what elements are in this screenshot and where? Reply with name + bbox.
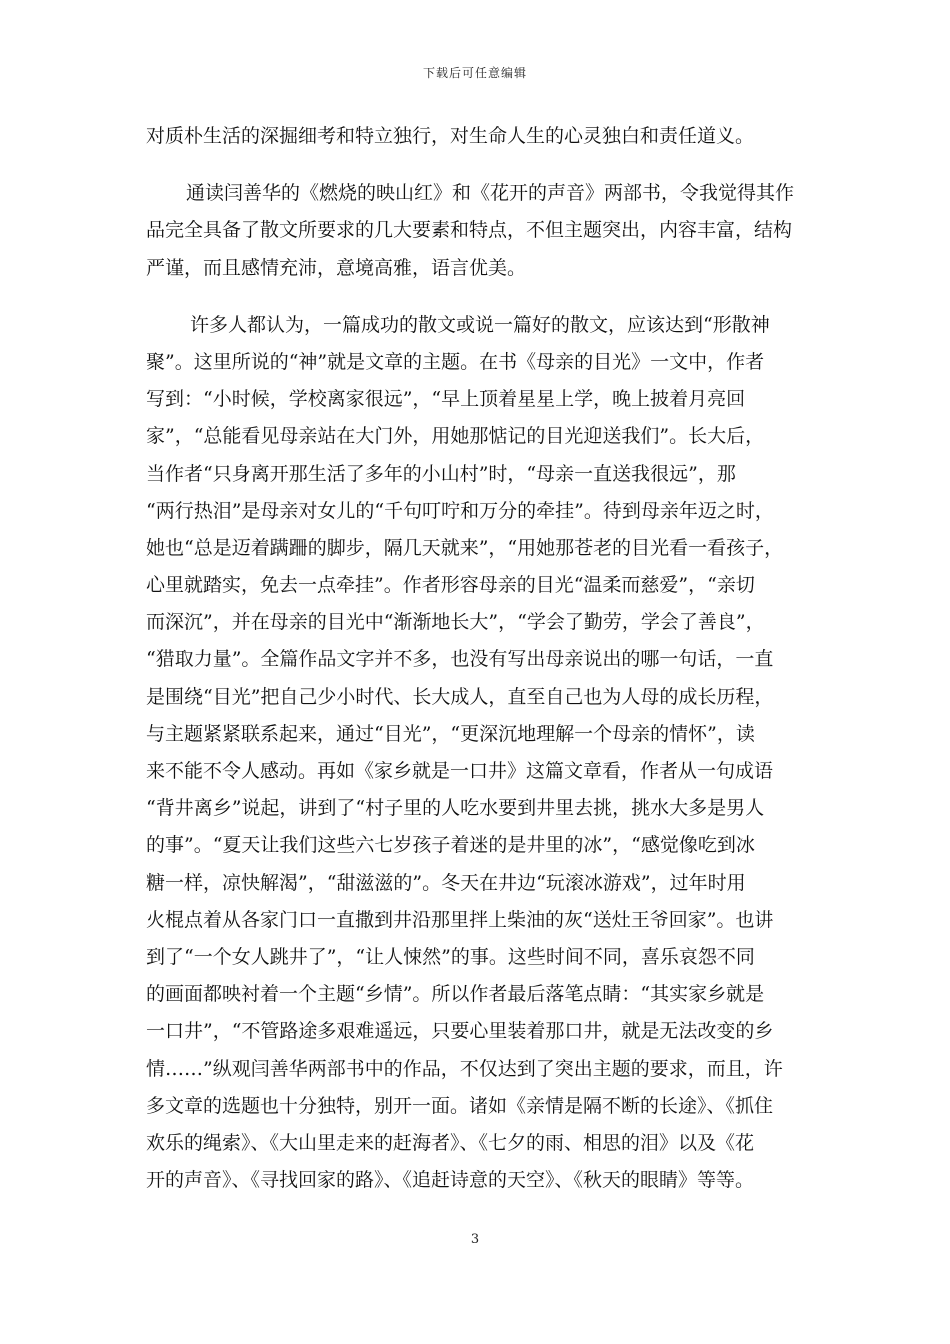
text-line: 当作者“只身离开那生活了多年的小山村”时，“母亲一直送我很远”，那 [146,462,736,485]
text-line: 的事”。“夏天让我们这些六七岁孩子着迷的是井里的冰”，“感觉像吃到冰 [146,834,755,857]
text-line: 严谨，而且感情充沛，意境高雅，语言优美。 [146,256,527,279]
text-line: 来不能不令人感动。再如《家乡就是一口井》这篇文章看，作者从一句成语 [146,760,774,782]
text-line: 对质朴生活的深掘细考和特立独行，对生命人生的心灵独白和责任道义。 [146,125,755,147]
text-line: 而深沉”，并在母亲的目光中“渐渐地长大”，“学会了勤劳，学会了善良”， [146,611,765,634]
paragraph-reading-summary [146,175,810,287]
text-line: 聚”。这里所说的“神”就是文章的主题。在书《母亲的目光》一文中，作者 [146,350,765,373]
text-line: 的画面都映衬着一个主题“乡情”。所以作者最后落笔点睛：“其实家乡就是 [146,983,765,1006]
text-line: “猎取力量”。全篇作品文字并不多，也没有写出母亲说出的哪一句话，一直 [146,648,774,671]
text-line: 品完全具备了散文所要求的几大要素和特点，不但主题突出，内容丰富，结构 [146,219,793,242]
text-line: “两行热泪”是母亲对女儿的“千句叮咛和万分的牵挂”。待到母亲年迈之时， [146,499,774,522]
text-line: 情……”纵观闫善华两部书中的作品，不仅达到了突出主题的要求，而且，许 [146,1057,783,1080]
document-body [146,118,810,1199]
text-line: 通读闫善华的《燃烧的映山红》和《花开的声音》两部书，令我觉得其作 [186,182,795,205]
text-line: 写到：“小时候，学校离家很远”，“早上顶着星星上学，晚上披着月亮回 [146,388,746,411]
text-line: 家”，“总能看见母亲站在大门外，用她那惦记的目光迎送我们”。长大后， [146,425,765,448]
page-header: 下载后可任意编辑 [422,66,527,80]
paragraph-theme-analysis [146,307,810,1200]
text-line: 火棍点着从各家门口一直撒到井沿那里拌上柴油的灰“送灶王爷回家”。也讲 [146,908,774,931]
text-line: 是围绕“目光”把自己少小时代、长大成人，直至自己也为人母的成长历程， [146,685,774,708]
text-line: 心里就踏实，免去一点牵挂”。作者形容母亲的目光“温柔而慈爱”，“亲切 [146,574,755,597]
text-line: 多文章的选题也十分独特，别开一面。诸如《亲情是隔不断的长途》、《抓住 [146,1094,774,1117]
text-line: 欢乐的绳索》、《大山里走来的赶海者》、《七夕的雨、相思的泪》以及《花 [146,1131,755,1154]
text-line: 一口井”，“不管路途多艰难遥远，只要心里装着那口井，就是无法改变的乡 [146,1020,774,1043]
text-line: 与主题紧紧联系起来，通过“目光”，“更深沉地理解一个母亲的情怀”，读 [146,722,755,745]
text-line: 糖一样，凉快解渴”，“甜滋滋的”。冬天在井边“玩滚冰游戏”，过年时用 [146,871,746,894]
paragraph-continuation [146,118,810,155]
text-line: 到了“一个女人跳井了”，“让人悚然”的事。这些时间不同，喜乐哀怨不同 [146,945,755,968]
text-line: 她也“总是迈着蹒跚的脚步，隔几天就来”，“用她那苍老的目光看一看孩子， [146,536,784,559]
page-number: 3 [470,1232,480,1247]
text-line: “背井离乡”说起，讲到了“村子里的人吃水要到井里去挑，挑水大多是男人 [146,797,765,820]
text-line: 开的声音》、《寻找回家的路》、《追赶诗意的天空》、《秋天的眼睛》等等。 [146,1169,755,1192]
text-line: 许多人都认为，一篇成功的散文或说一篇好的散文，应该达到“形散神 [190,313,770,336]
